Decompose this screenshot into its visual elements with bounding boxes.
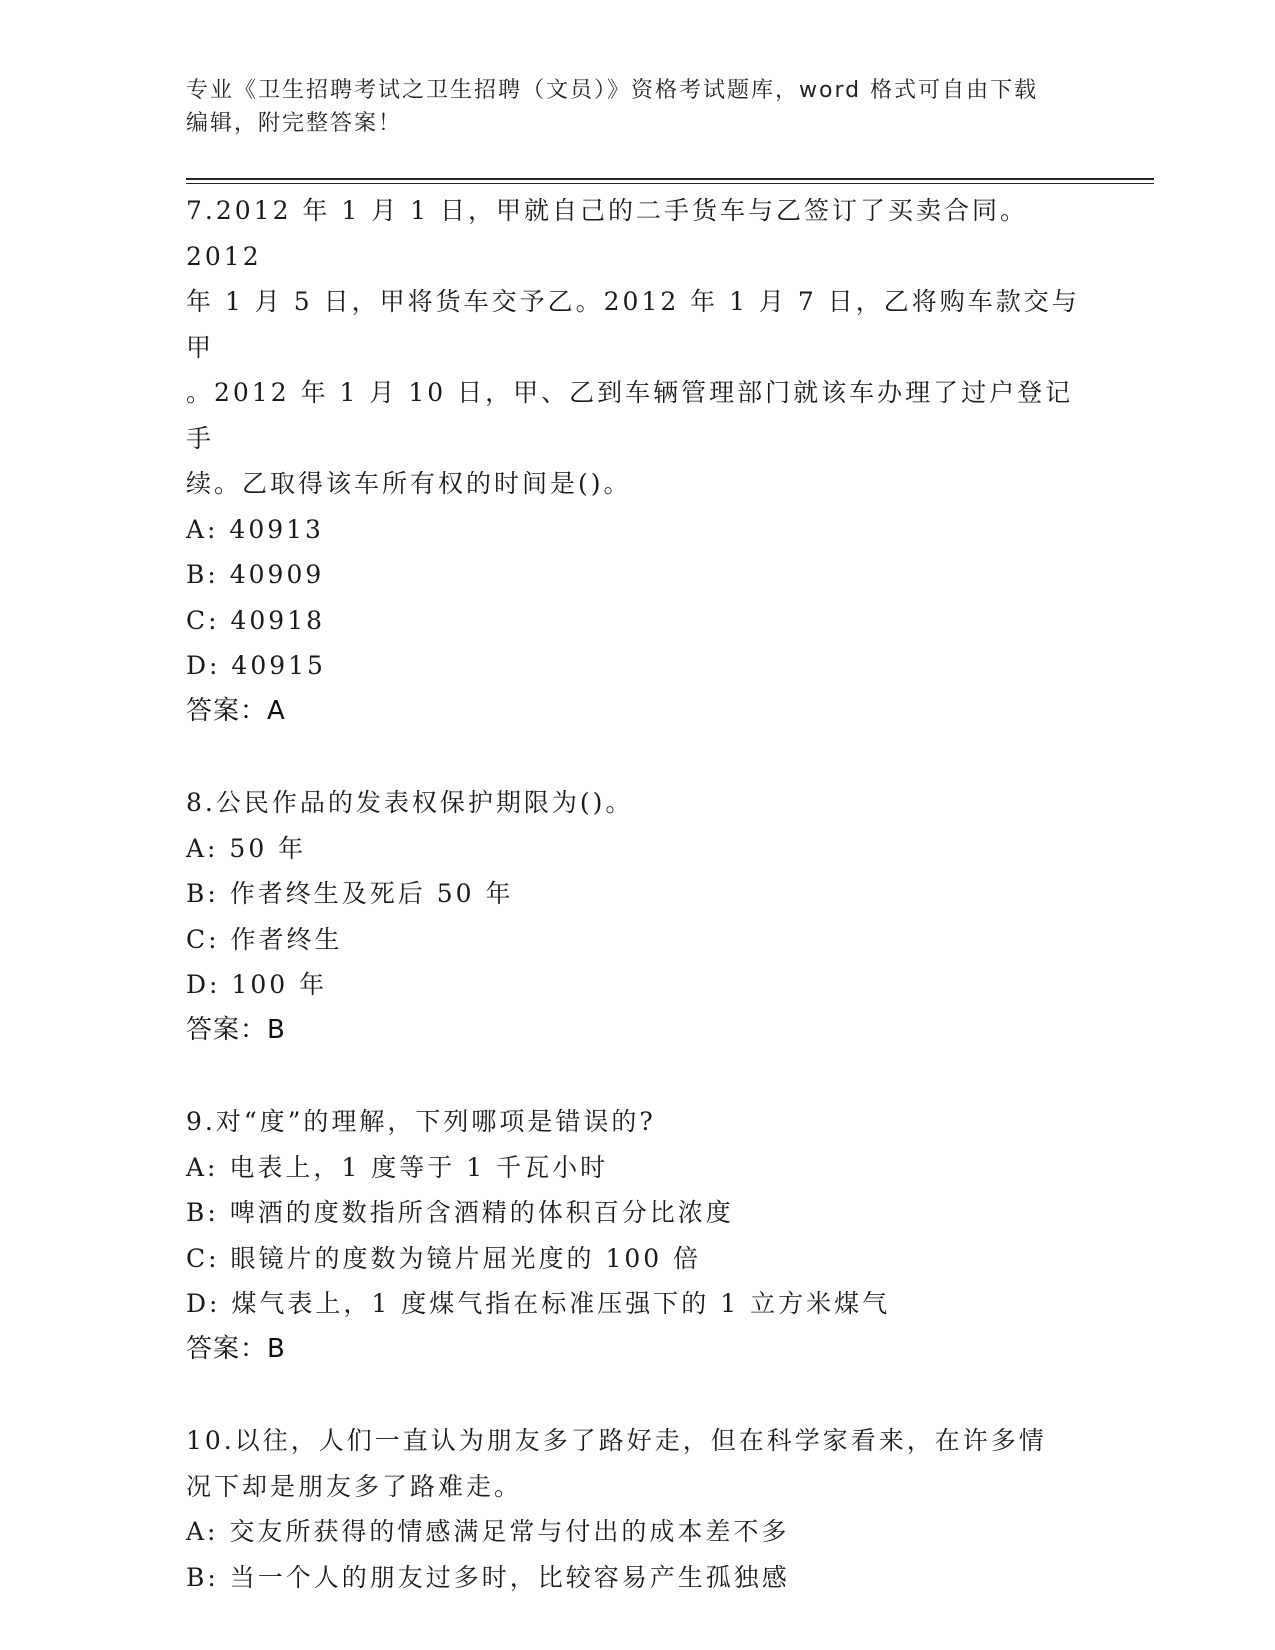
question-text-line: 7.2012 年 1 月 1 日，甲就自己的二手货车与乙签订了买卖合同。2012 <box>186 196 1029 271</box>
question-7 <box>186 188 1086 734</box>
option-d: D: 40915 <box>186 651 326 680</box>
option-a: A: 电表上，1 度等于 1 千瓦小时 <box>186 1152 609 1182</box>
option-d: D: 100 年 <box>186 970 328 999</box>
option-b: B: 啤酒的度数指所含酒精的体积百分比浓度 <box>186 1198 734 1227</box>
question-text-line: 9.对“度”的理解，下列哪项是错误的? <box>186 1107 656 1136</box>
option-a: A: 40913 <box>186 514 324 544</box>
header-divider-thin <box>186 183 1154 184</box>
option-c: C: 眼镜片的度数为镜片屈光度的 100 倍 <box>186 1243 702 1273</box>
option-a: A: 交友所获得的情感满足常与付出的成本差不多 <box>186 1517 790 1546</box>
question-list <box>186 188 1086 1600</box>
option-d: D: 煤气表上，1 度煤气指在标准压强下的 1 立方米煤气 <box>186 1289 891 1318</box>
option-b: B: 作者终生及死后 50 年 <box>186 879 514 908</box>
spacer <box>186 1372 1086 1418</box>
header-line-1: 专业《卫生招聘考试之卫生招聘（文员）》资格考试题库，word 格式可自由下载 <box>186 78 1039 103</box>
header-divider-thick <box>186 178 1154 180</box>
spacer <box>186 1053 1086 1099</box>
option-c: C: 40918 <box>186 605 326 635</box>
option-c: C: 作者终生 <box>186 924 343 954</box>
question-9 <box>186 1099 1086 1372</box>
question-text-line: 年 1 月 5 日，甲将货车交予乙。2012 年 1 月 7 日，乙将购车款交与甲 <box>186 287 1080 362</box>
option-a: A: 50 年 <box>186 833 307 863</box>
question-text-line: 续。乙取得该车所有权的时间是()。 <box>186 469 632 498</box>
answer-label: 答案：B <box>186 1014 286 1045</box>
question-text-line: 。2012 年 1 月 10 日，甲、乙到车辆管理部门就该车办理了过户登记手 <box>186 378 1074 453</box>
header-line-2: 编辑，附完整答案！ <box>186 111 403 136</box>
option-b: B: 40909 <box>186 560 325 589</box>
question-text-line: 10.以往，人们一直认为朋友多了路好走，但在科学家看来，在许多情 <box>186 1426 1047 1455</box>
answer-label: 答案：B <box>186 1333 286 1364</box>
question-8 <box>186 780 1086 1053</box>
document-header <box>186 74 1086 140</box>
answer-label: 答案：A <box>186 695 286 726</box>
question-text-line: 8.公民作品的发表权保护期限为()。 <box>186 788 634 817</box>
question-10 <box>186 1418 1086 1600</box>
option-b: B: 当一个人的朋友过多时，比较容易产生孤独感 <box>186 1562 790 1592</box>
spacer <box>186 734 1086 780</box>
question-text-line: 况下却是朋友多了路难走。 <box>186 1471 523 1501</box>
